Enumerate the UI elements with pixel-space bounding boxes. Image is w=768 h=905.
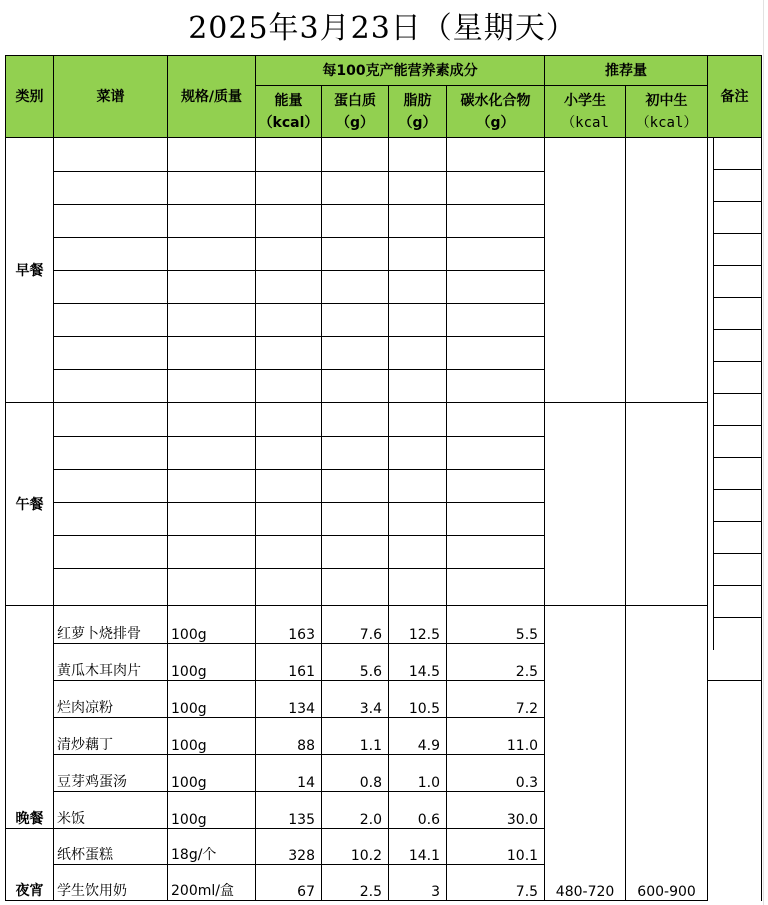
dish-cell[interactable] [54,503,168,536]
breakfast-middle-rec[interactable] [626,138,708,403]
spec-cell[interactable] [168,271,256,304]
dish-energy[interactable]: 67 [256,865,322,901]
dish-cell[interactable] [54,370,168,403]
spec-cell[interactable] [168,238,256,271]
header-fat-label: 脂肪 [403,92,432,109]
header-fat [389,86,447,138]
energy-cell[interactable] [256,337,322,370]
header-middle [626,86,708,138]
carb-cell[interactable] [447,536,545,569]
header-energy-label: 能量 [274,92,303,109]
sheet-gridline [763,0,764,905]
energy-cell[interactable] [256,172,322,205]
dish-carb[interactable]: 7.2 [447,681,545,718]
fat-cell[interactable] [389,503,447,536]
energy-cell[interactable] [256,304,322,337]
spec-cell[interactable] [168,569,256,606]
dish-name[interactable]: 烂肉凉粉 [54,681,168,718]
dish-carb[interactable]: 5.5 [447,606,545,644]
dish-fat[interactable]: 14.1 [389,829,447,865]
carb-cell[interactable] [447,569,545,606]
dish-fat[interactable]: 10.5 [389,681,447,718]
note-cell[interactable] [713,362,761,394]
dish-spec[interactable]: 200ml/盒 [168,865,256,901]
carb-cell[interactable] [447,370,545,403]
carb-cell[interactable] [447,304,545,337]
carb-cell[interactable] [447,172,545,205]
dish-carb[interactable]: 0.3 [447,755,545,792]
lunch-row [6,403,762,437]
fat-cell[interactable] [389,536,447,569]
protein-cell[interactable] [322,503,389,536]
breakfast-primary-rec[interactable] [545,138,626,403]
fat-cell[interactable] [389,370,447,403]
note-cell[interactable] [713,234,761,266]
spec-cell[interactable] [168,138,256,172]
dish-spec[interactable]: 18g/个 [168,829,256,865]
dish-energy[interactable]: 161 [256,644,322,681]
dish-carb[interactable]: 2.5 [447,644,545,681]
header-energy [256,86,322,138]
notes-column-upper [708,138,762,681]
dish-protein[interactable]: 7.6 [322,606,389,644]
fat-cell[interactable] [389,205,447,238]
dish-fat[interactable]: 0.6 [389,792,447,829]
note-cell[interactable] [713,586,761,618]
dish-protein[interactable]: 5.6 [322,644,389,681]
protein-cell[interactable] [322,238,389,271]
carb-cell[interactable] [447,337,545,370]
dish-name[interactable]: 黄瓜木耳肉片 [54,644,168,681]
protein-cell[interactable] [322,304,389,337]
header-primary-label: 小学生 [564,93,607,109]
fat-cell[interactable] [389,337,447,370]
carb-cell[interactable] [447,437,545,470]
spec-cell[interactable] [168,304,256,337]
header-middle-unit: （kcal） [635,115,698,131]
header-carb [447,86,545,138]
header-category: 类别 [6,56,54,138]
dish-protein[interactable]: 0.8 [322,755,389,792]
dish-name[interactable]: 豆芽鸡蛋汤 [54,755,168,792]
protein-cell[interactable] [322,138,389,172]
dish-fat[interactable]: 4.9 [389,718,447,755]
protein-cell[interactable] [322,437,389,470]
dish-name[interactable]: 清炒藕丁 [54,718,168,755]
header-protein-label: 蛋白质 [334,92,376,109]
header-primary [545,86,626,138]
fat-cell[interactable] [389,172,447,205]
carb-cell[interactable] [447,470,545,503]
meal-breakfast: 早餐 [6,138,54,403]
header-energy-unit: （kcal） [258,114,319,131]
header-carb-unit: （g） [476,114,515,131]
meal-dinner: 晚餐 [6,606,54,829]
dish-carb[interactable]: 10.1 [447,829,545,865]
dish-energy[interactable]: 88 [256,718,322,755]
dish-protein[interactable]: 2.0 [322,792,389,829]
dish-fat[interactable]: 3 [389,865,447,901]
dish-spec[interactable]: 100g [168,606,256,644]
note-cell[interactable] [713,618,761,650]
protein-cell[interactable] [322,370,389,403]
note-cell[interactable] [713,170,761,202]
dish-cell[interactable] [54,304,168,337]
header-spec: 规格/质量 [168,56,256,138]
dish-cell[interactable] [54,172,168,205]
dish-cell[interactable] [54,138,168,172]
dish-cell[interactable] [54,437,168,470]
note-cell[interactable] [713,522,761,554]
header-fat-unit: （g） [398,114,437,131]
fat-cell[interactable] [389,403,447,437]
dish-protein[interactable]: 1.1 [322,718,389,755]
dish-cell[interactable] [54,470,168,503]
dish-energy[interactable]: 135 [256,792,322,829]
fat-cell[interactable] [389,138,447,172]
energy-cell[interactable] [256,403,322,437]
header-protein [322,86,389,138]
spec-cell[interactable] [168,470,256,503]
meal-lunch: 午餐 [6,403,54,606]
spec-cell[interactable] [168,370,256,403]
energy-cell[interactable] [256,536,322,569]
header-dish: 菜谱 [54,56,168,138]
lunch-primary-rec[interactable] [545,403,626,606]
dish-fat[interactable]: 14.5 [389,644,447,681]
dish-name[interactable]: 红萝卜烧排骨 [54,606,168,644]
note-cell[interactable] [713,426,761,458]
spec-cell[interactable] [168,437,256,470]
meal-snack: 夜宵 [6,829,54,901]
protein-cell[interactable] [322,205,389,238]
spec-cell[interactable] [168,337,256,370]
dish-spec[interactable]: 100g [168,718,256,755]
dish-carb[interactable]: 30.0 [447,792,545,829]
note-cell[interactable] [713,490,761,522]
protein-cell[interactable] [322,569,389,606]
protein-cell[interactable] [322,403,389,437]
energy-cell[interactable] [256,569,322,606]
spec-cell[interactable] [168,536,256,569]
dish-protein[interactable]: 2.5 [322,865,389,901]
fat-cell[interactable] [389,271,447,304]
carb-cell[interactable] [447,271,545,304]
dish-cell[interactable] [54,403,168,437]
dish-cell[interactable] [54,205,168,238]
energy-cell[interactable] [256,503,322,536]
protein-cell[interactable] [322,536,389,569]
carb-cell[interactable] [447,138,545,172]
energy-cell[interactable] [256,437,322,470]
note-cell[interactable] [713,138,761,170]
spec-cell[interactable] [168,172,256,205]
carb-cell[interactable] [447,503,545,536]
spec-cell[interactable] [168,205,256,238]
dish-energy[interactable]: 163 [256,606,322,644]
breakfast-row [6,138,762,172]
carb-cell[interactable] [447,403,545,437]
energy-cell[interactable] [256,238,322,271]
note-cell[interactable] [713,394,761,426]
fat-cell[interactable] [389,470,447,503]
dish-carb[interactable]: 7.5 [447,865,545,901]
protein-cell[interactable] [322,172,389,205]
energy-cell[interactable] [256,370,322,403]
dish-spec[interactable]: 100g [168,755,256,792]
header-recommended-group: 推荐量 [545,56,708,86]
page-title: 2025年3月23日（星期天） [188,11,577,46]
dish-fat[interactable]: 1.0 [389,755,447,792]
energy-cell[interactable] [256,205,322,238]
dish-spec[interactable]: 100g [168,644,256,681]
dish-protein[interactable]: 3.4 [322,681,389,718]
dish-cell[interactable] [54,271,168,304]
note-cell[interactable] [713,458,761,490]
lunch-middle-rec[interactable] [626,403,708,606]
recommended-middle[interactable]: 600-900 [626,606,708,901]
dish-energy[interactable]: 14 [256,755,322,792]
header-middle-label: 初中生 [645,93,688,109]
note-cell[interactable] [713,266,761,298]
protein-cell[interactable] [322,271,389,304]
recommended-primary[interactable]: 480-720 [545,606,626,901]
dish-spec[interactable]: 100g [168,792,256,829]
dish-carb[interactable]: 11.0 [447,718,545,755]
header-nutrition-group: 每100克产能营养素成分 [256,56,545,86]
header-row-1 [6,56,762,86]
dish-name[interactable]: 纸杯蛋糕 [54,829,168,865]
nutrition-menu-table [5,55,762,901]
dish-cell[interactable] [54,569,168,606]
energy-cell[interactable] [256,470,322,503]
fat-cell[interactable] [389,304,447,337]
dish-energy[interactable]: 328 [256,829,322,865]
fat-cell[interactable] [389,238,447,271]
header-protein-unit: （g） [335,114,375,131]
energy-cell[interactable] [256,138,322,172]
spec-cell[interactable] [168,403,256,437]
fat-cell[interactable] [389,569,447,606]
header-carb-label: 碳水化合物 [460,92,531,109]
fat-cell[interactable] [389,437,447,470]
dinner-row [6,606,762,644]
dish-energy[interactable]: 134 [256,681,322,718]
note-cell[interactable] [713,554,761,586]
header-notes: 备注 [708,56,762,138]
note-cell[interactable] [713,330,761,362]
header-primary-unit: （kcal [561,115,609,131]
carb-cell[interactable] [447,205,545,238]
note-cell[interactable] [713,298,761,330]
dish-name[interactable]: 学生饮用奶 [54,865,168,901]
dish-name[interactable]: 米饭 [54,792,168,829]
dish-cell[interactable] [54,536,168,569]
dish-cell[interactable] [54,337,168,370]
carb-cell[interactable] [447,238,545,271]
dish-spec[interactable]: 100g [168,681,256,718]
protein-cell[interactable] [322,470,389,503]
dish-cell[interactable] [54,238,168,271]
note-cell[interactable] [713,202,761,234]
dish-protein[interactable]: 10.2 [322,829,389,865]
energy-cell[interactable] [256,271,322,304]
dish-fat[interactable]: 12.5 [389,606,447,644]
protein-cell[interactable] [322,337,389,370]
spec-cell[interactable] [168,503,256,536]
